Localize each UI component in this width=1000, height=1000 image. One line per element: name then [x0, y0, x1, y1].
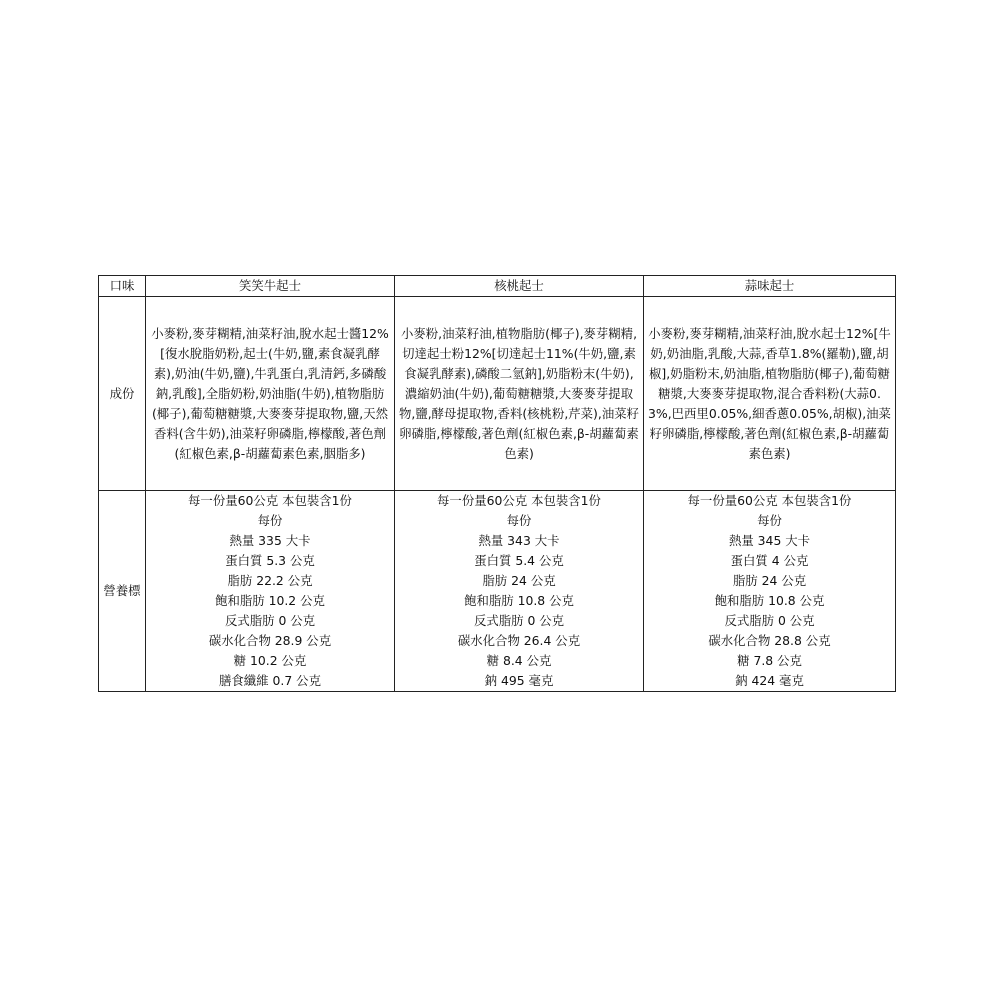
nutrition-line: 每一份量60公克 本包裝含1份 — [437, 493, 601, 508]
flavor-header-1: 笑笑牛起士 — [146, 276, 395, 297]
nutrition-line: 飽和脂肪 10.2 公克 — [215, 593, 325, 608]
nutrition-row — [99, 491, 896, 692]
ingredients-cell-3: 小麥粉,麥芽糊精,油菜籽油,脫水起士12%[牛奶,奶油脂,乳酸,大蒜,香草1.8%(羅勒),鹽,胡椒],奶脂粉末,奶油脂,植物脂肪(椰子),葡萄糖糖漿,大麥麥芽提取物,混合香料粉(大蒜0.3%,巴西里0.05%,細香蔥0.05%,胡椒),油菜籽卵磷脂,檸檬酸,著色劑(紅椒色素,β-胡蘿蔔素色素) — [644, 297, 896, 491]
nutrition-line: 反式脂肪 0 公克 — [724, 613, 815, 628]
nutrition-line: 蛋白質 4 公克 — [730, 553, 809, 568]
nutrition-line: 熱量 345 大卡 — [728, 533, 811, 548]
nutrition-line: 鈉 424 毫克 — [735, 673, 804, 688]
flavor-row — [99, 276, 896, 297]
ingredients-cell-1: 小麥粉,麥芽糊精,油菜籽油,脫水起士醬12%[復水脫脂奶粉,起士(牛奶,鹽,素食凝乳酵素),奶油(牛奶,鹽),牛乳蛋白,乳清鈣,多磷酸鈉,乳酸],全脂奶粉,奶油脂(牛奶),植物脂肪(椰子),葡萄糖糖漿,大麥麥芽提取物,鹽,天然香料(含牛奶),油菜籽卵磷脂,檸檬酸,著色劑(紅椒色素,β-胡蘿蔔素色素,胭脂多) — [146, 297, 395, 491]
nutrition-line: 膳食纖維 0.7 公克 — [219, 673, 321, 688]
ingredients-row — [99, 297, 896, 491]
nutrition-cell-2 — [395, 491, 644, 692]
nutrition-line: 每一份量60公克 本包裝含1份 — [687, 493, 852, 508]
nutrition-line: 脂肪 24 公克 — [482, 573, 556, 588]
nutrition-line: 飽和脂肪 10.8 公克 — [714, 593, 825, 608]
nutrition-line: 蛋白質 5.4 公克 — [474, 553, 564, 568]
flavor-header-2: 核桃起士 — [395, 276, 644, 297]
ingredients-label: 成份 — [99, 297, 146, 491]
nutrition-line: 糖 7.8 公克 — [737, 653, 802, 668]
nutrition-line: 每份 — [757, 513, 782, 528]
nutrition-line: 脂肪 22.2 公克 — [227, 573, 313, 588]
nutrition-line: 鈉 495 毫克 — [484, 673, 554, 688]
ingredients-cell-2: 小麥粉,油菜籽油,植物脂肪(椰子),麥芽糊精,切達起士粉12%[切達起士11%(牛奶,鹽,素食凝乳酵素),磷酸二氫鈉],奶脂粉末(牛奶),濃縮奶油(牛奶),葡萄糖糖漿,大麥麥芽提取物,鹽,酵母提取物,香料(核桃粉,芹菜),油菜籽卵磷脂,檸檬酸,著色劑(紅椒色素,β-胡蘿蔔素色素) — [395, 297, 644, 491]
nutrition-line: 熱量 343 大卡 — [478, 533, 560, 548]
nutrition-line: 反式脂肪 0 公克 — [473, 613, 565, 628]
flavor-header-3: 蒜味起士 — [644, 276, 896, 297]
nutrition-line: 碳水化合物 28.9 公克 — [208, 633, 332, 648]
nutrition-cell-3 — [644, 491, 896, 692]
nutrition-line: 碳水化合物 26.4 公克 — [457, 633, 581, 648]
nutrition-line: 反式脂肪 0 公克 — [224, 613, 316, 628]
nutrition-line: 飽和脂肪 10.8 公克 — [464, 593, 574, 608]
nutrition-line: 脂肪 24 公克 — [732, 573, 807, 588]
nutrition-line: 每份 — [257, 513, 283, 528]
product-spec-table — [98, 275, 896, 692]
nutrition-line: 糖 8.4 公克 — [486, 653, 552, 668]
nutrition-line: 糖 10.2 公克 — [233, 653, 307, 668]
nutrition-label: 營養標 — [99, 491, 146, 692]
nutrition-line: 熱量 335 大卡 — [229, 533, 311, 548]
nutrition-line: 碳水化合物 28.8 公克 — [708, 633, 831, 648]
nutrition-line: 每份 — [506, 513, 532, 528]
nutrition-cell-1 — [146, 491, 395, 692]
nutrition-line: 蛋白質 5.3 公克 — [225, 553, 315, 568]
nutrition-line: 每一份量60公克 本包裝含1份 — [188, 493, 352, 508]
flavor-label: 口味 — [99, 276, 146, 297]
